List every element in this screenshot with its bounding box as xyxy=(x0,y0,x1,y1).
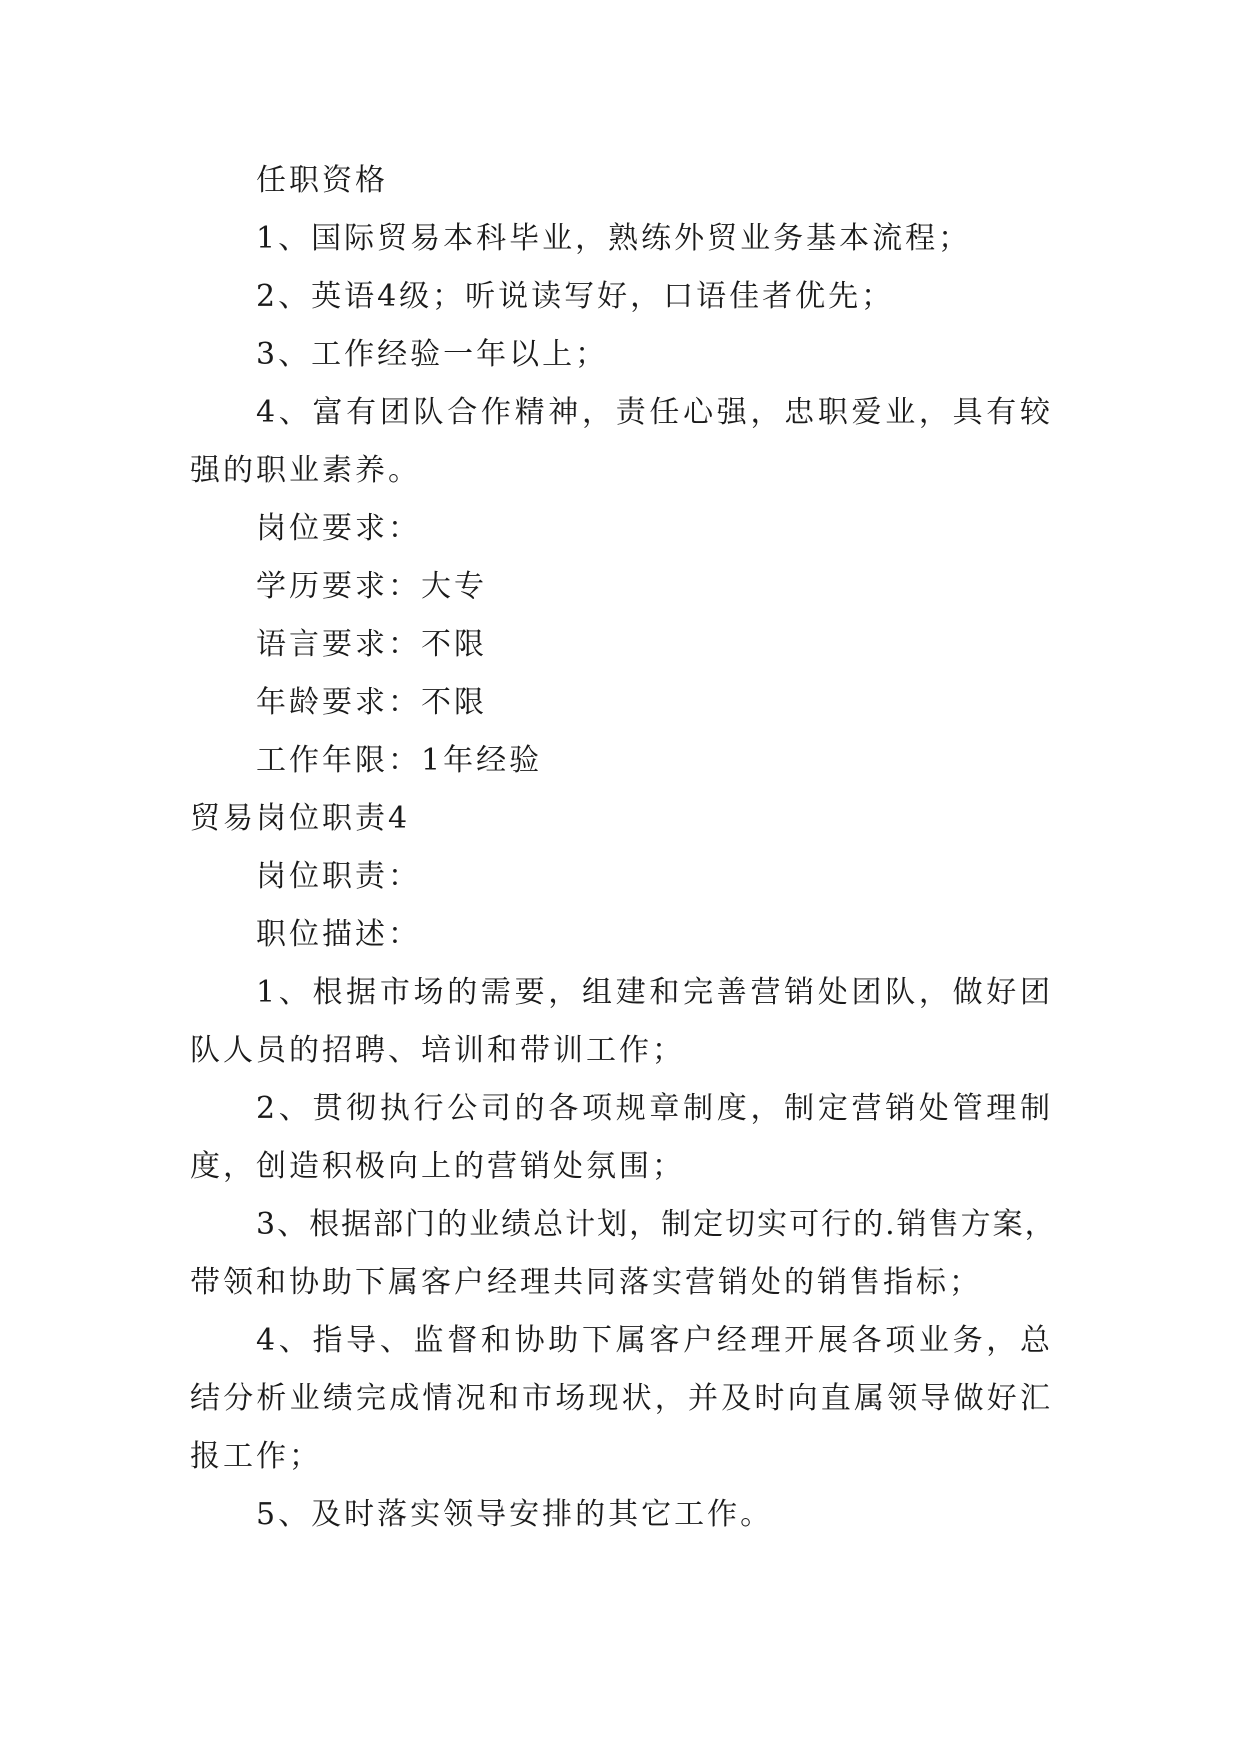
paragraph-line: 强的职业素养。 xyxy=(190,453,421,488)
paragraph-line: 队人员的招聘、培训和带训工作； xyxy=(190,1033,685,1068)
requirement-experience: 工作年限：1年经验 xyxy=(256,743,543,778)
paragraph-line: 2、英语4级；听说读写好，口语佳者优先； xyxy=(256,279,895,314)
section-title: 贸易岗位职责4 xyxy=(190,801,411,836)
paragraph-line: 1、国际贸易本科毕业，熟练外贸业务基本流程； xyxy=(256,221,972,256)
requirement-language: 语言要求：不限 xyxy=(256,627,487,662)
section-heading-qualifications: 任职资格 xyxy=(256,163,388,198)
paragraph-line: 报工作； xyxy=(190,1439,322,1474)
paragraph-line: 带领和协助下属客户经理共同落实营销处的销售指标； xyxy=(190,1265,982,1300)
paragraph-line: 2、贯彻执行公司的各项规章制度，制定营销处管理制 xyxy=(256,1091,1052,1126)
paragraph-line: 3、根据部门的业绩总计划，制定切实可行的.销售方案， xyxy=(256,1207,1057,1242)
section-heading-duties: 岗位职责： xyxy=(256,859,421,894)
paragraph-line: 3、工作经验一年以上； xyxy=(256,337,609,372)
paragraph-line: 1、根据市场的需要，组建和完善营销处团队，做好团 xyxy=(256,975,1052,1010)
paragraph-line: 度，创造积极向上的营销处氛围； xyxy=(190,1149,685,1184)
section-heading-description: 职位描述： xyxy=(256,917,421,952)
paragraph-line: 4、指导、监督和协助下属客户经理开展各项业务，总 xyxy=(256,1323,1052,1358)
requirement-education: 学历要求：大专 xyxy=(256,569,487,604)
paragraph-line: 5、及时落实领导安排的其它工作。 xyxy=(256,1497,774,1532)
section-heading-requirements: 岗位要求： xyxy=(256,511,421,546)
paragraph-line: 结分析业绩完成情况和市场现状，并及时向直属领导做好汇 xyxy=(190,1381,1052,1416)
requirement-age: 年龄要求：不限 xyxy=(256,685,487,720)
paragraph-line: 4、富有团队合作精神，责任心强，忠职爱业，具有较 xyxy=(256,395,1052,430)
